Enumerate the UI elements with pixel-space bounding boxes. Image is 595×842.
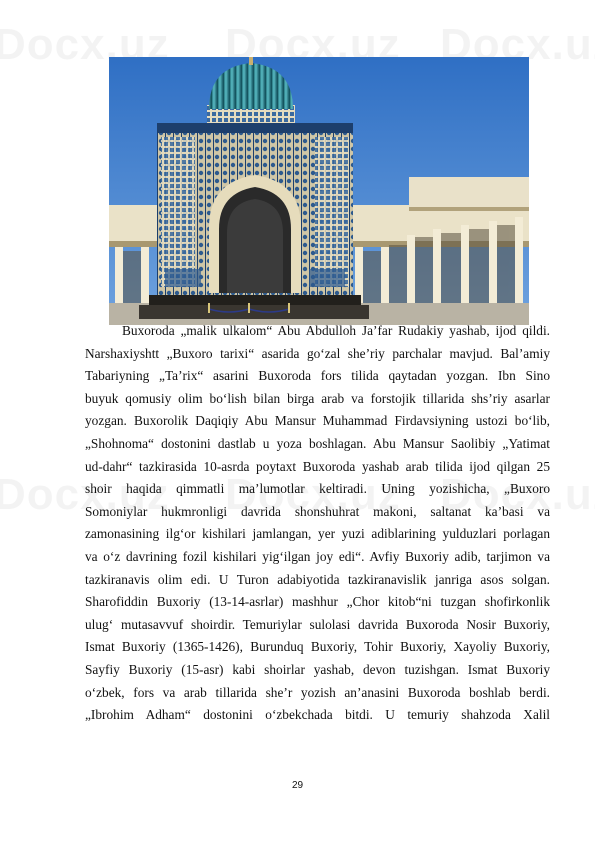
paragraph-line: „Shohnoma“ dostonini dastlab u yoza boshlagan. Abu Mansur Saolibiy „Yatimat: [85, 435, 550, 451]
paragraph-line: buyuk qomusiy olim bo‘lish bilan birga arab va forstojik tillarida shs’riy asarlar: [85, 390, 550, 406]
paragraph-line: Narshaxiyshtt „Buxoro tarixi“ asarida go‘zal she’riy parchalar mavjud. Bal’amiy: [85, 345, 550, 361]
paragraph-line: Sayfiy Buxoriy (15-asr) kabi shoirlar yashab, devon tuzishgan. Ismat Buxoriy: [85, 661, 550, 677]
paragraph-line: va o‘z davrining fozil kishilari yig‘ilgan joy edi“. Avfiy Buxoriy adib, tarjimon va: [85, 548, 550, 564]
paragraph-line: ud-dahr“ tazkirasida 10-asrda poytaxt Buxoroda yashab arab tilida ijod qilgan 25: [85, 458, 550, 474]
paragraph-line: Somoniylar hukmronligi davrida shonshuhrat makoni, saltanat ka’basi va: [85, 503, 550, 519]
body-paragraph: [85, 320, 550, 727]
paragraph-line: Ismat Buxoriy (1365-1426), Burunduq Buxoriy, Tohir Buxoriy, Xayoliy Buxoriy,: [85, 639, 550, 655]
page-number: 29: [291, 780, 304, 791]
paragraph-line: Tabariyning „Ta’rix“ asarini Buxoroda fors tilida qaytadan yozgan. Ibn Sino: [85, 368, 550, 384]
paragraph-line: ulug‘ mutasavvuf shoirdir. Temuriylar sulolasi davrida Buxoroda Nosir Buxoriy,: [85, 616, 550, 632]
paragraph-line: Buxoroda „malik ulkalom“ Abu Abdulloh Ja’far Rudakiy yashab, ijod qildi.: [122, 323, 550, 338]
paragraph-line: Sharofiddin Buxoriy (13-14-asrlar) mashhur „Chor kitob“ni tuzgan shofirkonlik: [85, 594, 550, 610]
paragraph-line: zamonasining ilg‘or kishilari jamlangan, yer yuzi adiblarining yulduzlari porlagan: [85, 526, 550, 542]
mausoleum-illustration: [109, 57, 529, 325]
paragraph-line: tazkiranavis olim edi. U Turon adabiyotida tazkiranavislik janriga asos solgan.: [85, 571, 550, 587]
paragraph-line: shoir haqida qimmatli ma’lumotlar keltiradi. Uning yozishicha, „Buxoro: [85, 481, 550, 497]
paragraph-line: yozgan. Buxorolik Daqiqiy Abu Mansur Muhammad Firdavsiyning ustozi bo‘lib,: [85, 413, 550, 429]
paragraph-line: „Ibrohim Adham“ dostonini o‘zbekchada bitdi. U temuriy shahzoda Xalil: [85, 707, 550, 723]
mausoleum-photo: [109, 57, 529, 325]
paragraph-line: o‘zbek, fors va arab tillarida she’r yozish an’anasini Buxoroda boshlab berdi.: [85, 684, 550, 700]
